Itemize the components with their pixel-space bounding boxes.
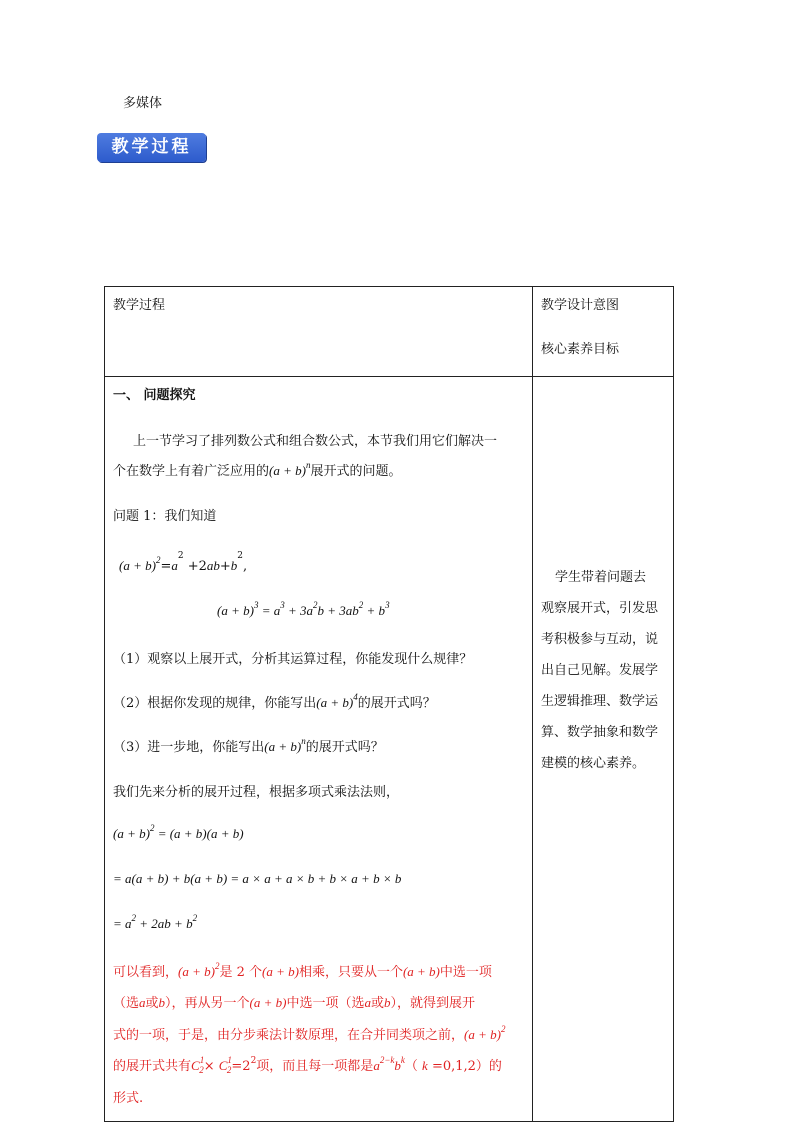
explanation-line-3: 式的一项，于是，由分步乘法计数原理，在合并同类项之前，$(a + b)^2$ [113, 1024, 506, 1043]
explanation-line-4: 的展开式共有$C^1_2\times C^1_2=2^2$项，而且每一项都是$a^{2-k}b^k$（ k =0,1,2）的 [113, 1055, 502, 1075]
intro-line-2: 个在数学上有着广泛应用的$(a + b)^n$展开式的问题。 [113, 460, 402, 479]
media-label: 多媒体 [123, 96, 163, 111]
formula-cube: $(a + b)^3 = a^3 + 3a^2b + 3ab^2 + b^3$ [217, 600, 390, 618]
expansion-step-1: $(a + b)^2 = (a + b)(a + b)$ [113, 823, 244, 841]
formula-square: $(a + b)^2=a^2 +2ab+b^2$, [119, 551, 248, 574]
design-intent-note: 学生带着问题去 观察展开式，引发思 考积极参与互动，说 出自己见解。发展学 生逻辑推理、数学运 算、数学抽象和数学 建模的核心素养。 [541, 570, 659, 771]
section-title: 一、 问题探究 [113, 388, 196, 403]
col2-header-goal: 核心素养目标 [541, 342, 620, 357]
expansion-step-2: = a(a + b) + b(a + b) = a × a + a × b + b × a + b × b [113, 871, 402, 886]
col2-header-intent: 教学设计意图 [541, 298, 620, 313]
expansion-step-3: = $a^2 + 2ab + b^2$ [113, 913, 198, 931]
question-observe: （1）观察以上展开式，分析其运算过程，你能发现什么规律？ [113, 652, 473, 667]
analysis-intro: 我们先来分析的展开过程，根据多项式乘法法则， [113, 785, 400, 800]
explanation-line-1: 可以看到，$(a + b)^2$是 2 个(a + b)相乘，只要从一个(a + b)中选一项 [113, 961, 492, 980]
intro-line-1: 上一节学习了排列数公式和组合数公式，本节我们用它们解决一 [133, 434, 498, 449]
col1-header: 教学过程 [113, 298, 166, 313]
question-1-label: 问题 1：我们知道 [113, 509, 217, 524]
section-badge: 教学过程 [97, 133, 206, 162]
question-write-n: （3）进一步地，你能写出$(a + b)^n$的展开式吗？ [113, 736, 384, 755]
explanation-line-5: 形式. [113, 1091, 144, 1106]
explanation-line-2: （选a或b），再从另一个(a + b)中选一项（选a或b），就得到展开 [113, 995, 476, 1011]
question-write-4: （2）根据你发现的规律，你能写出$(a + b)^4$的展开式吗？ [113, 692, 436, 711]
